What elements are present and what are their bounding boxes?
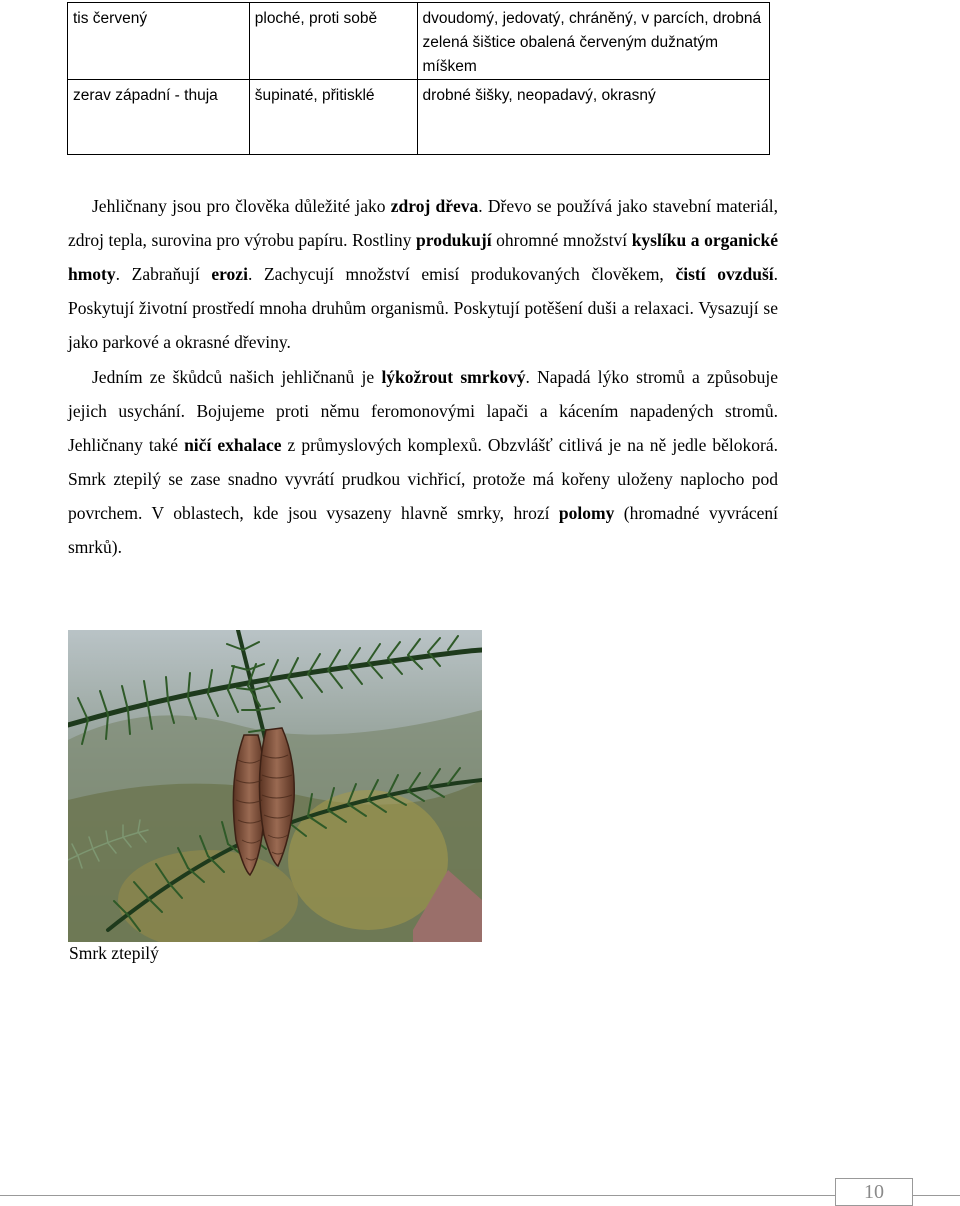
spruce-branch-illustration <box>68 630 482 942</box>
text-run: ohromné množství <box>491 230 632 250</box>
table-cell: tis červený <box>68 3 250 80</box>
text-run: . Napadá lýko stromů a způsobuje jejich usychání. Bojujeme proti němu feromonovými lapači a kácením napadených stromů. Jehličnany také <box>68 367 779 455</box>
text-run: . Poskytují životní prostředí mnoha druhům organismů. Poskytují potěšení duši a relaxaci. Vysazují se jako parkové a okrasné dřeviny. <box>68 264 778 352</box>
bold-term: ničí exhalace <box>184 435 282 455</box>
bold-term: erozi <box>211 264 248 284</box>
text-run: Jehličnany jsou pro člověka důležité jako <box>92 196 391 216</box>
table-cell: ploché, proti sobě <box>249 3 417 80</box>
conifer-table <box>67 2 770 155</box>
table-row <box>68 80 770 155</box>
bold-term: čistí ovzduší <box>675 264 774 284</box>
paragraph-importance <box>68 189 778 359</box>
text-run: (hromadné vyvrácení smrků). <box>68 503 778 557</box>
text-run: . Zachycují množství emisí produkovaných člověkem, <box>247 264 676 284</box>
text-run: Jedním ze škůdců našich jehličnanů je <box>92 367 382 387</box>
table-cell: drobné šišky, neopadavý, okrasný <box>417 80 769 155</box>
photo-caption: Smrk ztepilý <box>69 943 159 963</box>
footer-rule <box>0 1195 960 1196</box>
bold-term: zdroj dřeva <box>390 196 479 216</box>
table-cell: šupinaté, přitisklé <box>249 80 417 155</box>
page-number: 10 <box>835 1178 913 1206</box>
bold-term: polomy <box>558 503 615 523</box>
table-cell: dvoudomý, jedovatý, chráněný, v parcích, drobná zelená šištice obalená červeným dužnatým míškem <box>417 3 769 80</box>
paragraph-pests <box>68 360 778 564</box>
table-cell: zerav západní - thuja <box>68 80 250 155</box>
bold-term: produkují <box>416 230 492 250</box>
table-row <box>68 3 770 80</box>
text-run: z průmyslových komplexů. Obzvlášť citlivá je na ně jedle bělokorá. Smrk ztepilý se zase snadno vyvrátí prudkou vichřicí, protože má kořeny uloženy naplocho pod povrchem. V oblastech, kde jsou vysazeny hlavně smrky, hrozí <box>68 435 779 523</box>
text-run: . Zabraňují <box>115 264 212 284</box>
spruce-photo <box>68 630 482 942</box>
text-run: . Dřevo se používá jako stavební materiál, zdroj tepla, surovina pro výrobu papíru. Rostliny <box>68 196 779 250</box>
bold-term: lýkožrout smrkový <box>381 367 526 387</box>
bold-term: kyslíku a organické hmoty <box>68 230 778 284</box>
